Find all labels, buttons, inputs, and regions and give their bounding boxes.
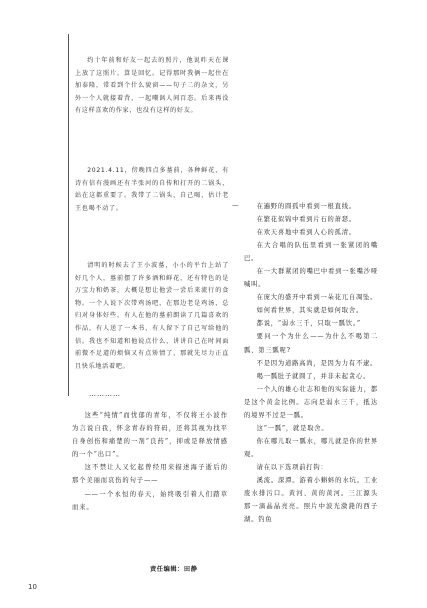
- body-paragraph-2: 这不禁让人又忆起曾经用来描述海子逝后的那个美丽而哀伤的句子——: [72, 464, 228, 485]
- right-line-6: 在庞大的盛开中看到一朵花兀自凋坠。: [256, 294, 378, 302]
- right-line-10: 不是因为道路高尚，是因为力有不逮。: [256, 359, 378, 367]
- leading-dash: —: [232, 201, 239, 209]
- ellipsis-dots: …………: [89, 390, 121, 398]
- right-line-15: 请在以下选项前打钩：: [256, 463, 328, 471]
- right-line-5: 在一大群紧闭的嘴巴中看到一张嘴沙哑喊叫。: [244, 268, 378, 289]
- right-line-16: 溪流。深潭。游着小蝌蚪的水坑。工业废水排污口。黄河、黄的黄河。三江源头那一滴晶晶亮亮。照片中波光潋滟的西子湖。钓鱼: [244, 476, 378, 524]
- quoted-excerpt-block: [68, 34, 229, 396]
- quote-paragraph-1: 约十年前和好友一起去的照片，他说昨天在课上放了这照片，算是回忆。记得那时我俩一起住在加泰隆，常看到个什么貌窗——句子二的杂文，另外一个人就接着背，一起嘲讽人间百态。后来再没有这样喜欢的作家，也没有这样的好友。: [75, 57, 229, 115]
- right-line-2: 在繁花似锦中看到片石的萧瑟。: [256, 216, 356, 224]
- right-line-9: 要问一个为什么——为什么不喝第二瓢、第三瓢呢?: [244, 333, 378, 354]
- right-line-4: 在大合唱的队伍里看到一张紧闭的嘴巴。: [244, 242, 378, 263]
- body-paragraph-3: ——一个永恒的春天，始终吸引着人们踏草而来。: [72, 490, 228, 511]
- right-line-7: 如何看世界，其实就是如何取舍。: [256, 307, 364, 315]
- right-line-3: 在欢天喜地中看到人心的孤清。: [256, 229, 356, 237]
- right-line-12: 一个人的雄心壮志和他的实际能力，都是这个黄金比例。志向是弱水三千，抵达的境界不过是一瓢。: [244, 385, 378, 419]
- quote-paragraph-2: 2021.4.11，傍晚四点多墓前，各种鲜花，有诗有信有漫画还有半张河的自传和打开的二锅头，站在这都重要了。我带了二锅头，自己喝，估计老王也喝不动了。: [75, 167, 229, 212]
- responsible-editor: 责任编辑：田静: [150, 566, 198, 573]
- right-line-1: 在遍野的圆孤中看到一根直线。: [256, 203, 356, 210]
- body-paragraph-1: 这些“纯情”而忧郁的青年，不仅将王小波作为言说自我，怀念青春的符码，还将其视为找平自身创伤和痛楚的一剂“良药”，抑或是释放情感的一个“出口”。: [72, 412, 228, 459]
- right-column-text: [232, 200, 378, 526]
- right-line-8: 都说，“弱水三千，只取一瓢饮。”: [256, 320, 361, 328]
- page-number: 10: [28, 583, 37, 591]
- quote-paragraph-3: 清明的时候去了王小波墓，小小的平台上站了好几个人，墓前摆了许多酒和鲜花，还有特色的是万宝力和奶茶，大概是想让他尝一尝后来流行的食物。一个人说下次带鸡汤吧，在那边老是鸡汤，总归对身体好些。有人在他的墓前朗读了几篇喜欢的作品，有人送了一本书，有人留下了自己写给他的信。我也不知道和他说点什么，讲讲自己在时间面前微不足道的烦恼又有点矫情了，那就先尽力正直且快乐地活着吧。: [75, 262, 229, 370]
- right-line-14: 你在哪儿取一瓢水，哪儿就是你的世界观。: [244, 437, 378, 458]
- left-body-text: [72, 409, 228, 514]
- right-line-13: 这“一瓢”，就是取舍。: [256, 424, 329, 432]
- right-line-11: 喝一瓢肚子就圆了，并非未起贪心。: [256, 372, 371, 380]
